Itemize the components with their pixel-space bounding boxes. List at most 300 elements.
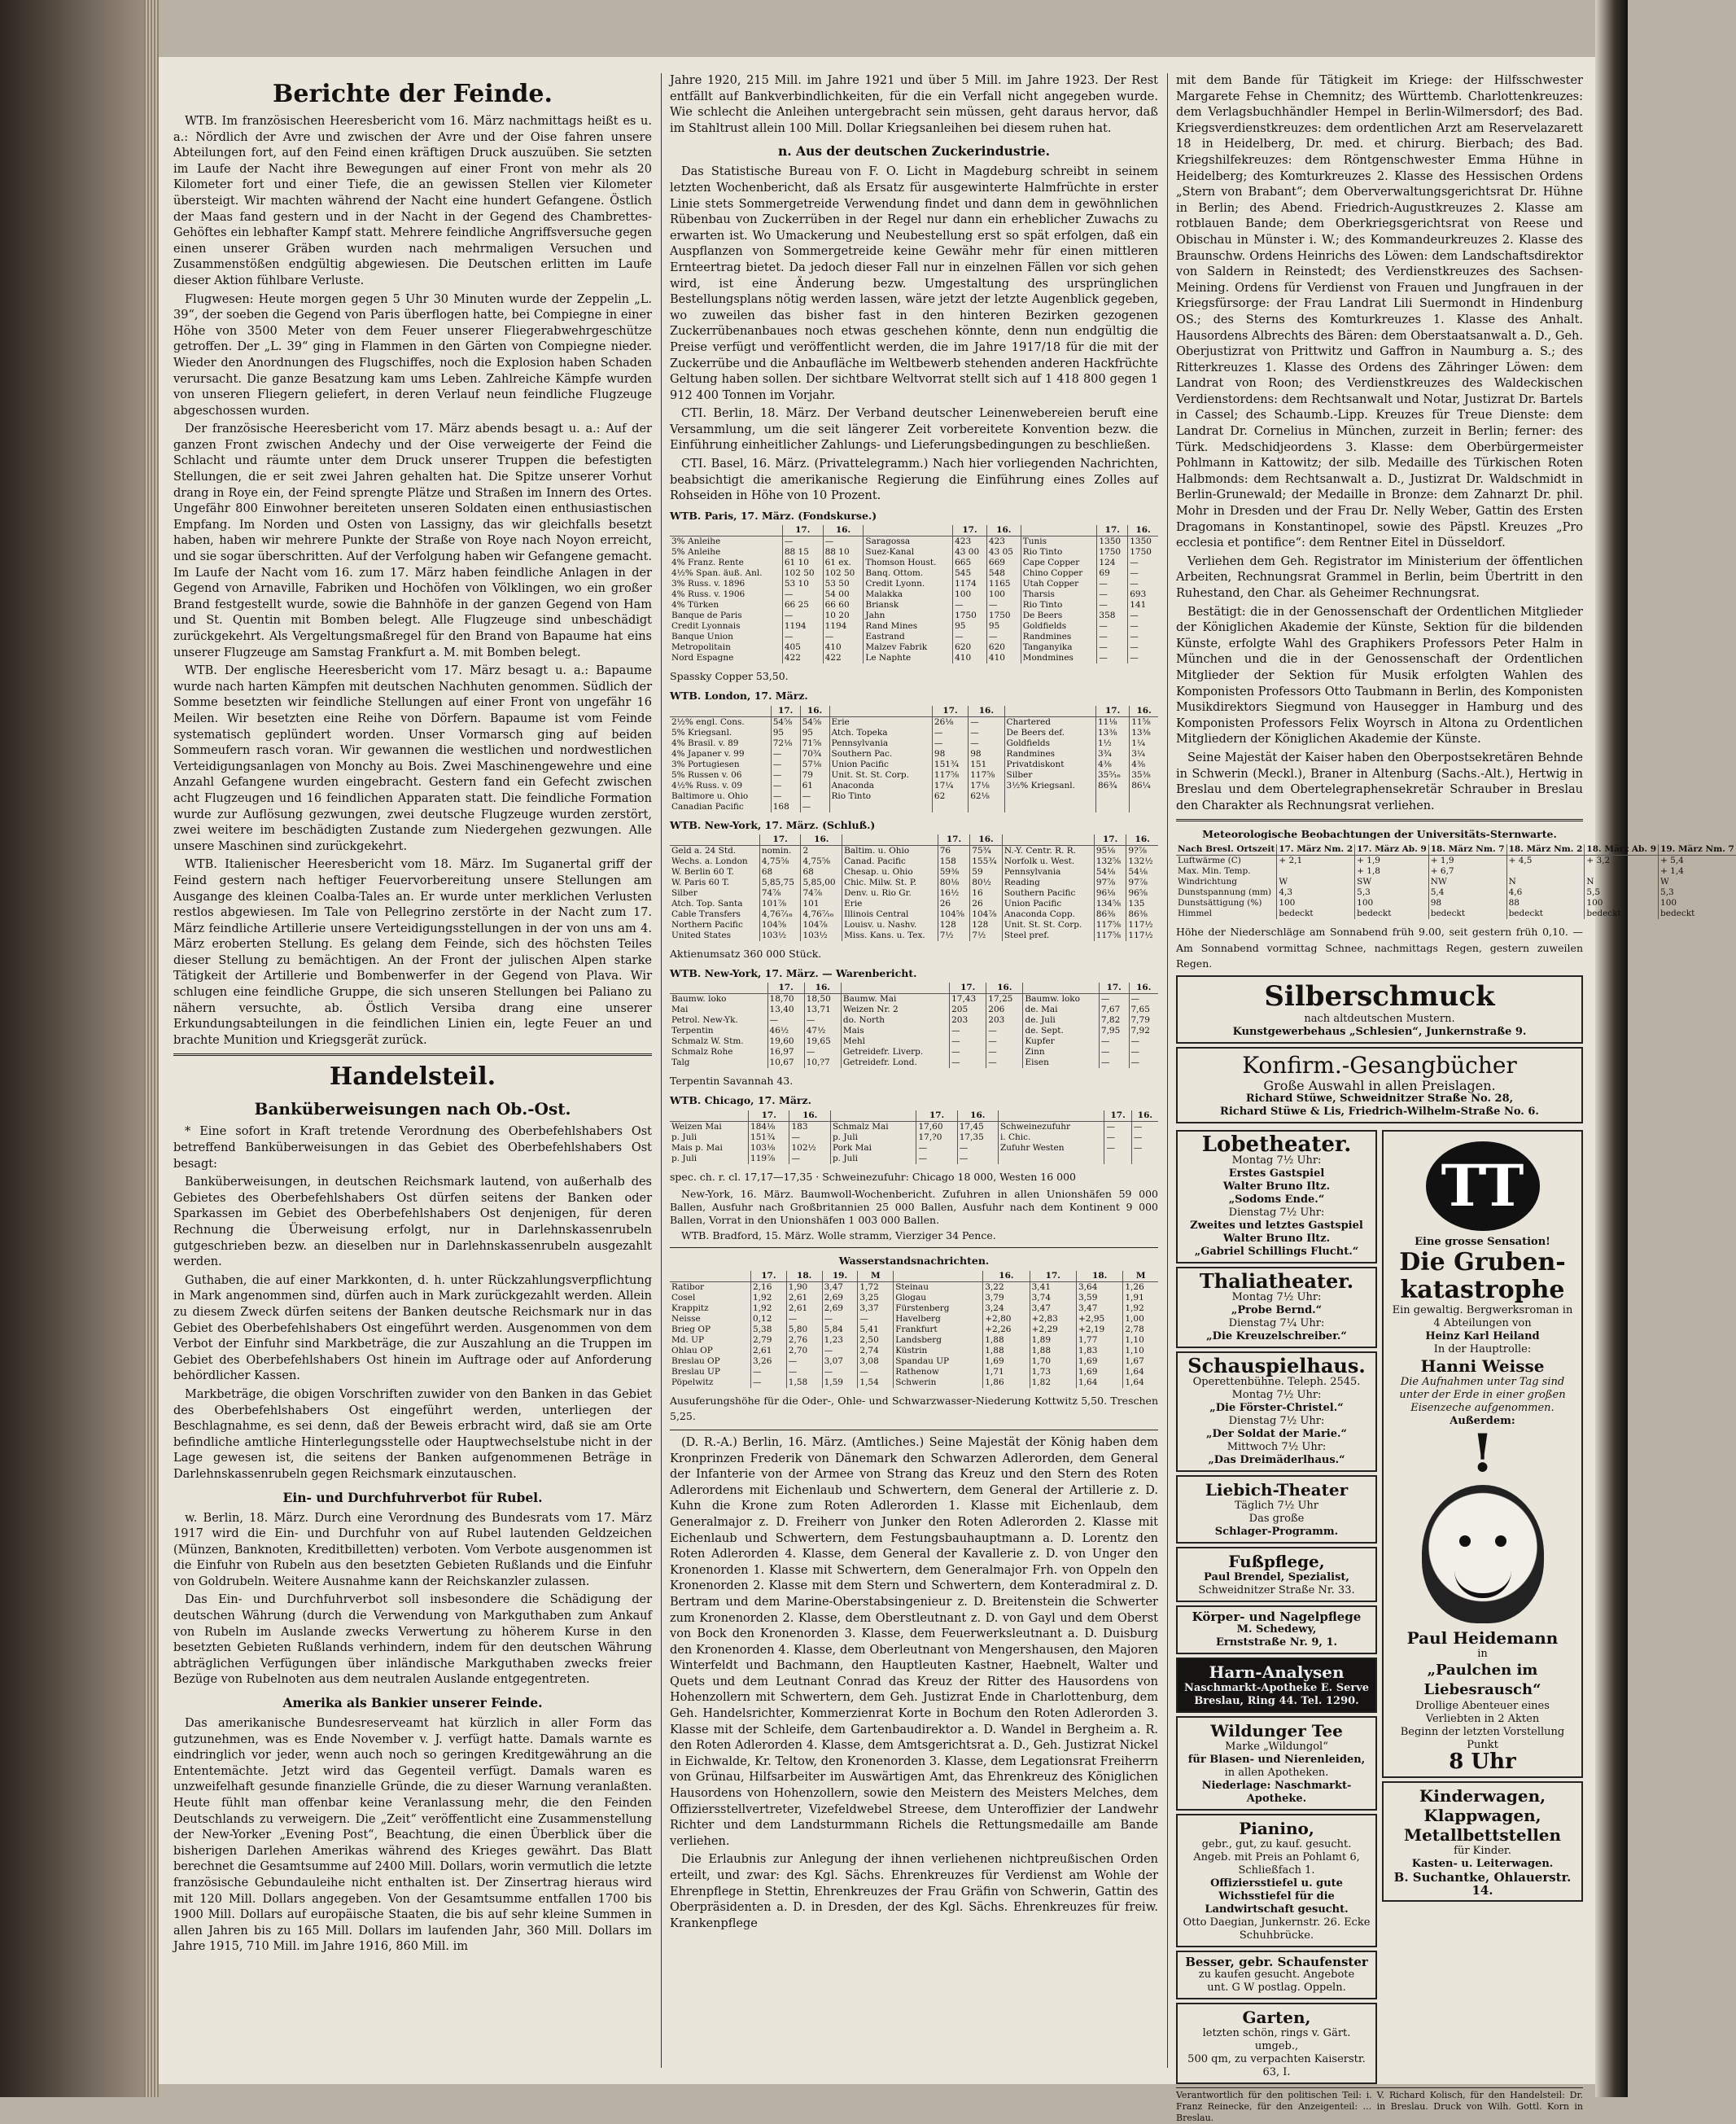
table-cell: — (1128, 611, 1158, 621)
table-cell: — (822, 1314, 858, 1325)
ad-title: Konfirm.-Gesangbücher (1242, 1051, 1517, 1079)
ad-line: In der Hauptrolle: (1433, 1342, 1532, 1355)
table-header-cell: 16. (804, 983, 841, 994)
table-cell: Silber (1004, 770, 1096, 781)
table-cell: Rio Tinto (829, 791, 932, 802)
table-cell: 1,64 (1123, 1367, 1158, 1377)
table-cell: bedeckt (1428, 909, 1506, 919)
table-cell: Banque de Paris (671, 611, 742, 621)
table-cell: 4% Japaner v. 99 (671, 748, 745, 759)
table-cell: — (950, 1026, 986, 1036)
table-cell: 4,6 (1506, 887, 1585, 898)
ad-line: Ein gewaltig. Bergwerksroman in 4 Abteilungen von (1392, 1303, 1573, 1329)
table-cell: Spandau UP (894, 1356, 983, 1367)
article-paragraph: Flugwesen: Heute morgen gegen 5 Uhr 30 Minuten wurde der Zeppelin „L. 39“, der soeben die Gegend von Paris überflogen hatte, bei Compiegne in einer Höhe von 3500 Meter von dem Feuer unserer Fliegerabwehrgeschütze getroffen. Der „L. 39“ ging in Flammen in den Gärten von Compiegne nieder. Wieder den Anordnungen des Flugschiffes, noch die Explosion haben Schaden verursacht. Die ganze Besatzung kam ums Leben. Zahlreiche Kämpfe wurden von unseren Fliegern geliefert, in deren Verlauf neun feindliche Flugzeuge abgeschossen wurden. (173, 292, 652, 418)
book-spine (0, 0, 159, 2097)
table-cell (1277, 866, 1355, 877)
table-cell: — (786, 1356, 822, 1367)
table-cell: 104⅝ (938, 909, 970, 920)
table-caption: WTB. Chicago, 17. März. (670, 1094, 811, 1106)
table-row (670, 1036, 1158, 1047)
table-cell: 124 (1097, 558, 1128, 568)
table-cell: 3½% Kriegsanl. (1004, 781, 1096, 791)
table-cell: N (1506, 877, 1585, 887)
table-cell: Tunis (1021, 536, 1097, 548)
ad-line: „Probe Bernd.“ (1231, 1303, 1323, 1316)
table-cell: Atch. Top. Santa (671, 899, 743, 909)
tt-logo: TT (1426, 1141, 1540, 1231)
table-cell: 2,76 (786, 1335, 822, 1346)
table-cell: 1,69 (1077, 1356, 1123, 1367)
table-row (670, 899, 1158, 909)
table-header-cell: 16. (1130, 706, 1158, 717)
table-cell: 410 (986, 653, 1021, 663)
table-row (670, 621, 1158, 632)
table-cell: 100 (953, 589, 987, 600)
ad-lobetheater (1176, 1130, 1377, 1263)
ad-line: unt. G W postlag. Oppeln. (1207, 1981, 1346, 1994)
table-cell: — (1104, 1143, 1131, 1154)
table-cell: Norfolk u. West. (1002, 856, 1094, 867)
table-cell: 97⅞ (1094, 878, 1126, 888)
table-cell: 3,08 (858, 1356, 894, 1367)
table-cell: Rand Mines (864, 621, 953, 632)
table-cell: Pennsylvania (1002, 867, 1094, 878)
table-header-cell: 17. (1096, 706, 1130, 717)
table-cell: — (786, 1314, 822, 1325)
smiling-face-illustration (1422, 1485, 1544, 1623)
table-cell: 117⅝ (969, 770, 1004, 781)
ad-line: „Die Förster-Christel.“ (1209, 1401, 1344, 1414)
table-cell: 62⅛ (969, 791, 1004, 802)
ad-line: B. Suchantke, Ohlauerstr. 14. (1393, 1869, 1572, 1898)
table-row (1176, 898, 1736, 909)
table-cell: 545 (953, 568, 987, 579)
ad-line: zu kaufen gesucht. Angebote (1198, 1968, 1355, 1981)
table-cell: 74⅞ (801, 888, 842, 899)
table-header-cell: 16. (986, 983, 1023, 994)
table-cell: Mais p. Mai (671, 1142, 723, 1153)
ad-line: „Paulchen im Liebesrausch“ (1423, 1661, 1541, 1698)
table-cell: 4% Brasil. v. 89 (671, 738, 739, 748)
table-cell: 206 (986, 1005, 1023, 1015)
article-heading: Ein- und Durchfuhrverbot für Rubel. (282, 1489, 543, 1505)
eye (1495, 1535, 1506, 1547)
table-cell: — (1128, 568, 1158, 579)
table-cell: — (1131, 1121, 1158, 1132)
table-cell: Ohlau OP (671, 1345, 713, 1355)
table-cell: 3,47 (1030, 1303, 1076, 1314)
table-cell: 17,45 (957, 1121, 998, 1132)
exclamation-mark: ! (1471, 1422, 1494, 1484)
table-cell: — (950, 1036, 986, 1047)
table-cell: 1,64 (1123, 1377, 1158, 1388)
ad-schaufenster (1176, 1951, 1377, 1999)
table-cell: Mais (841, 1026, 949, 1036)
table-cell: Pennsylvania (829, 738, 932, 749)
weather-table (1176, 844, 1736, 919)
ad-line: Breslau, Ring 44. Tel. 1290. (1194, 1694, 1359, 1707)
table-cell: — (969, 728, 1004, 738)
table-cell: 86⅜ (1094, 909, 1126, 920)
table-cell: +2,29 (1030, 1325, 1076, 1335)
table-cell: 35⁵⁄₁₆ (1096, 770, 1130, 781)
table-cell: 117⅝ (932, 770, 968, 781)
table-cell: 101⅞ (759, 899, 801, 909)
section-title: Berichte der Feinde. (273, 80, 553, 108)
table-cell: nomin. (759, 846, 801, 857)
table-header-cell: 18. März Nm. 2 (1506, 844, 1585, 856)
table-cell: 3,22 (983, 1281, 1030, 1293)
table-cell: — (1097, 589, 1128, 600)
table-header-row (670, 834, 1158, 846)
table-cell: Mehl (841, 1036, 949, 1047)
table-row (670, 749, 1158, 760)
table-header-cell: 17. (782, 525, 823, 536)
ad-line: Schlager-Programm. (1214, 1525, 1339, 1538)
table-cell: 1174 (953, 579, 987, 589)
table-cell: 59 (970, 867, 1003, 878)
table-cell: Eisen (1023, 1058, 1099, 1068)
ad-line: Beginn der letzten Vorstellung Punkt (1400, 1725, 1565, 1751)
water-level-table (670, 1271, 1158, 1388)
article-paragraph: Das Statistische Bureau von F. O. Licht in Magdeburg schreibt in seinem letzten Wochenbericht, daß als Ersatz für ausgewinterte Halmfrüchte in erster Linie stets Sommergetreide Verwendung findet und dann dem in gewöhnlichen Rübenbau von Zuckerrüben in der Regel nur dann ein erheblicher Zuwachs zu erwarten ist. Wo Umackerung und Neubestellung erst so spät erfolgen, daß ein Auspflanzen von Sommergetreide keine Gewähr mehr für einen mittleren Ernteertrag bietet. Da jedoch dieser Fall nur in einzelnen Fällen vor sich gehen wird, ist eine Änderung bezw. Umgestaltung des ursprünglichen Bestellungsplans nötig werden lassen, wäre jetzt der letzte Augenblick gegeben, wo zuweilen das bisher fast in den hinteren Bezirken gezogenen Zuckerrübenanbaues noch etwas geschehen könnte, denn nun endgültig die Preise verfügt und veröffentlicht werden, die im Jahre 1917/18 für die mit der Zuckerrübe und die Anbaufläche im Weltbewerb stehenden anderen Hackfrüchte Geltung haben sollen. Der sichtbare Weltvorrat stellt sich auf 1 418 800 gegen 1 912 400 Tonnen im Vorjahr. (670, 165, 1158, 402)
table-cell: Dunstsättigung (%) (1178, 897, 1262, 908)
table-cell: Southern Pacific (1002, 888, 1094, 899)
ads-right (1382, 1127, 1583, 2087)
table-cell: Krappitz (671, 1303, 709, 1313)
table-cell: De Beers def. (1004, 728, 1096, 738)
table-cell (1130, 791, 1158, 802)
table-cell: 98 (1428, 898, 1506, 909)
table-cell: — (782, 589, 823, 600)
table-caption: WTB. New-York, 17. März. — Warenbericht. (670, 966, 917, 979)
eye (1459, 1535, 1471, 1547)
table-cell: 19,65 (804, 1036, 841, 1047)
column-middle (670, 73, 1158, 2068)
table-cell: 128 (938, 920, 970, 931)
table-cell: 3¼ (1130, 749, 1158, 760)
table-cell: 13,40 (767, 1005, 804, 1015)
table-cell: 2,69 (822, 1303, 858, 1314)
table-cell: 72⅛ (771, 738, 800, 749)
table-cell: — (782, 632, 823, 642)
table-cell: Privatdiskont (1004, 760, 1096, 770)
table-cell: 1,00 (1123, 1314, 1158, 1325)
table-cell: 57⅛ (800, 760, 829, 770)
table-cell: Neisse (671, 1313, 701, 1324)
table-cell: 1194 (823, 621, 864, 632)
table-cell: + 3,2 (1585, 855, 1659, 866)
table-cell: — (1128, 632, 1158, 642)
newyork-exchange-table (670, 834, 1158, 941)
table-cell: Pork Mai (830, 1143, 916, 1154)
ad-line: Schweidnitzer Straße Nr. 33. (1198, 1583, 1355, 1596)
table-row (670, 1356, 1158, 1367)
table-cell: 97⅞ (1126, 878, 1158, 888)
table-cell: 4⅜ (1096, 760, 1130, 770)
ad-title: Fußpflege, (1228, 1551, 1325, 1571)
table-cell: Breslau UP (671, 1366, 720, 1377)
column-rule (1167, 73, 1168, 2068)
table-cell: 68 (801, 867, 842, 878)
table-cell: 117½ (1126, 931, 1158, 941)
ad-line: Außerdem: (1450, 1414, 1515, 1427)
table-cell: 1,88 (983, 1335, 1030, 1346)
table-cell (998, 1154, 1104, 1164)
table-cell: 117⅝ (1094, 931, 1126, 941)
table-cell: Suez-Kanal (864, 547, 953, 558)
table-header-cell: 17. (916, 1110, 957, 1122)
table-cell: Goldfields (1021, 621, 1097, 632)
table-cell: 1,86 (983, 1377, 1030, 1388)
table-cell: 3,47 (822, 1281, 858, 1293)
table-cell: 151¾ (749, 1132, 789, 1143)
table-note: Spassky Copper 53,50. (670, 670, 789, 683)
table-cell: 4% Türken (671, 600, 719, 611)
table-cell: + 6,7 (1428, 866, 1506, 877)
ad-line: Kinderwagen, (1419, 1785, 1546, 1806)
table-cell: 410 (953, 653, 987, 663)
table-row (670, 791, 1158, 802)
table-cell: 620 (953, 642, 987, 653)
table-cell: — (1131, 1143, 1158, 1154)
table-cell: 95 (986, 621, 1021, 632)
table-cell: — (1104, 1132, 1131, 1143)
table-cell: 3,79 (983, 1293, 1030, 1303)
table-cell: — (771, 781, 800, 791)
table-cell: Silber (671, 888, 697, 899)
table-cell: — (858, 1314, 894, 1325)
table-cell: 95⅛ (1094, 846, 1126, 857)
table-cell: 95 (800, 728, 829, 738)
table-cell: — (916, 1154, 957, 1164)
table-cell: Zinn (1023, 1047, 1099, 1058)
table-header-cell (894, 1271, 983, 1282)
table-header-cell: 17. (950, 983, 986, 994)
ad-line: Metallbettstellen (1403, 1824, 1562, 1845)
table-cell: 70¾ (800, 749, 829, 760)
table-cell: 405 (782, 642, 823, 653)
table-cell: Eastrand (864, 632, 953, 642)
table-row (670, 846, 1158, 857)
table-cell: 423 (986, 536, 1021, 548)
table-header-row (670, 525, 1158, 536)
table-cell: 59⅜ (938, 867, 970, 878)
table-cell: 102 50 (823, 568, 864, 579)
table-cell: 135 (1126, 899, 1158, 909)
table-cell: 17¼ (932, 781, 968, 791)
table-cell: 95 (771, 728, 800, 738)
table-cell: 2,61 (751, 1346, 787, 1356)
table-row (1176, 909, 1736, 919)
ad-line: Paul Brendel, Spezialist, (1204, 1570, 1349, 1583)
table-header-cell: 17. (751, 1271, 787, 1282)
table-cell: 86⅜ (1126, 909, 1158, 920)
ad-line: nach altdeutschen Mustern. (1304, 1012, 1455, 1025)
mouth (1454, 1570, 1511, 1598)
ad-title: Lobetheater. (1201, 1132, 1352, 1157)
table-row (1176, 866, 1736, 877)
table-cell: — (858, 1367, 894, 1377)
table-cell: 79 (800, 770, 829, 781)
ad-line: Kunstgewerbehaus „Schlesien“, Junkernstraße 9. (1232, 1025, 1527, 1038)
table-cell: — (1097, 621, 1128, 632)
table-row (670, 1121, 1158, 1132)
table-cell: Metropolitain (671, 642, 731, 653)
table-cell (1130, 802, 1158, 812)
table-cell: 66 60 (823, 600, 864, 611)
table-cell: — (789, 1154, 830, 1164)
table-cell: 98 (932, 749, 968, 760)
table-cell: 134⅝ (1094, 899, 1126, 909)
ad-line: für Kinder. (1454, 1844, 1511, 1857)
table-cell: Schwerin (894, 1377, 983, 1388)
table-cell: Illinois Central (842, 909, 938, 920)
table-cell: 117⅝ (1094, 920, 1126, 931)
table-cell: 11⅛ (1096, 716, 1130, 728)
ad-garten (1176, 2003, 1377, 2084)
table-cell: 1,64 (1077, 1377, 1123, 1388)
table-cell: Schmalz Mai (830, 1121, 916, 1132)
table-cell: 69 (1097, 568, 1128, 579)
column-left (173, 73, 652, 2068)
table-cell: 95 (953, 621, 987, 632)
table-note: Aktienumsatz 360 000 Stück. (670, 948, 822, 961)
table-cell: 1350 (1128, 536, 1158, 548)
table-cell: 2 (801, 846, 842, 857)
table-cell: 5,80 (786, 1325, 822, 1335)
table-row (670, 1367, 1158, 1377)
table-row (670, 600, 1158, 611)
table-cell: — (1104, 1121, 1131, 1132)
table-cell: — (1128, 621, 1158, 632)
table-row (670, 728, 1158, 738)
chicago-table (670, 1110, 1158, 1164)
table-cell: Union Pacific (1002, 899, 1094, 909)
table-cell: 132⅝ (1094, 856, 1126, 867)
ad-tt-kino (1382, 1130, 1583, 1778)
table-cell: — (782, 536, 823, 548)
table-row (670, 888, 1158, 899)
table-cell: 2,79 (751, 1335, 787, 1346)
ad-line: Kasten- u. Leiterwagen. (1411, 1857, 1554, 1870)
ad-pianino (1176, 1814, 1377, 1947)
table-cell: 103½ (801, 931, 842, 941)
table-cell: 100 (1277, 898, 1355, 909)
table-cell: 1,67 (1123, 1356, 1158, 1367)
table-cell: — (822, 1367, 858, 1377)
ads-row (1176, 1127, 1583, 2087)
table-header-cell: 16. (983, 1271, 1030, 1282)
article-paragraph: Der französische Heeresbericht vom 17. März abends besagt u. a.: Auf der ganzen Front zwischen Andechy und der Oise verweigerte der Feind die Schlacht und räumte unter dem Druck unserer Truppen die befestigten Stellungen, die er seit zwei Jahren gehalten hat. Die Spitze unserer Vorhut drang in Roye ein, der Feind sprengte Plätze und Straßen im Innern des Ortes. Ungefähr 800 Einwohner bereiteten unseren Soldaten einen enthusiastischen Empfang. Im Norden und Osten von Lassigny, das wir gleichfalls besetzt haben, haben wir mehrere Punkte der Straße von Roye nach Noyon erreicht, und sie sogar überschritten. Auf der Verfolgung haben wir Gefangene gemacht. Im Laufe der Nacht vom 16. zum 17. März haben feindliche Anlagen in der Gegend von Arnaville, Fabriken und Hochöfen von Völklingen, wo ein großer Brand festgestellt wurde, sowie die Bahnhöfe in der ganzen Gegend von Ham und St. Quentin mit Bomben belegt. Alle Flugzeuge sind unbeschädigt zurückgekehrt. Als Vergeltungsmaßregel für den Brand von Bapaume hat eins unserer Flugzeuge am Samstag Frankfurt a. M. mit Bomben belegt. (173, 423, 652, 659)
table-cell: 132½ (1126, 856, 1158, 867)
table-header-cell: 16. (1128, 525, 1158, 536)
table-row (670, 802, 1158, 812)
table-cell: Unit. St. St. Corp. (829, 770, 932, 781)
table-cell: 1,23 (822, 1335, 858, 1346)
table-cell: 3,64 (1077, 1281, 1123, 1293)
table-row (670, 781, 1158, 791)
table-header-cell: 18. März Ab. 9 (1585, 844, 1659, 856)
table-cell: 3,41 (1030, 1281, 1076, 1293)
table-row (670, 1132, 1158, 1143)
table-cell: 3% Portugiesen (671, 759, 740, 769)
table-cell: Steinau (894, 1281, 983, 1293)
table-cell: W (1277, 877, 1355, 887)
table-cell: Credit Lyonn. (864, 579, 953, 589)
table-cell: — (986, 1047, 1023, 1058)
table-cell: — (751, 1367, 787, 1377)
table-cell: 1,72 (858, 1281, 894, 1293)
ad-thaliatheater (1176, 1267, 1377, 1348)
table-cell: 141 (1128, 600, 1158, 611)
table-cell: 1750 (1128, 547, 1158, 558)
table-cell: Küstrin (894, 1346, 983, 1356)
ad-line: Ernststraße Nr. 9, 1. (1215, 1636, 1338, 1649)
table-cell: — (804, 1015, 841, 1026)
table-header-cell: 16. (789, 1110, 830, 1122)
table-row (670, 716, 1158, 728)
table-cell: +2,95 (1077, 1314, 1123, 1325)
table-cell: — (986, 1026, 1023, 1036)
table-header-cell (830, 1110, 916, 1122)
ad-line: Klappwagen, (1423, 1805, 1541, 1825)
table-cell: Windrichtung (1178, 876, 1237, 887)
table-cell: 4,3 (1277, 887, 1355, 898)
table-cell: 4,76⁷⁄₁₆ (801, 909, 842, 920)
ad-line: in (1477, 1647, 1488, 1660)
table-cell: Steel pref. (1002, 931, 1094, 941)
table-cell: 1,92 (751, 1293, 787, 1303)
table-cell: 1,90 (786, 1281, 822, 1293)
table-row (670, 1303, 1158, 1314)
ad-fusspflege (1176, 1547, 1377, 1602)
table-cell: — (1128, 642, 1158, 653)
table-cell: 2,69 (822, 1293, 858, 1303)
table-cell: Baltim. u. Ohio (842, 846, 938, 857)
ad-line: in allen Apotheken. (1224, 1766, 1329, 1779)
ad-line: Eine grosse Sensation! (1415, 1235, 1550, 1248)
table-cell: 151 (969, 760, 1004, 770)
ad-title: Harn-Analysen (1209, 1662, 1345, 1682)
table-cell: 53 50 (823, 579, 864, 589)
table-cell: 10,?7 (804, 1058, 841, 1068)
table-cell (932, 802, 968, 812)
table-header-row (670, 1110, 1158, 1122)
table-cell: — (1128, 579, 1158, 589)
table-cell: Max. Min. Temp. (1178, 865, 1251, 876)
ad-line: Das große (1248, 1512, 1305, 1525)
ad-konfirmation (1176, 1047, 1583, 1123)
table-cell: 203 (950, 1015, 986, 1026)
table-cell: 1,77 (1077, 1335, 1123, 1346)
table-cell: i. Chic. (998, 1132, 1104, 1143)
table-cell: 5,41 (858, 1325, 894, 1335)
table-cell: 1750 (1097, 547, 1128, 558)
table-header-cell (829, 706, 932, 717)
table-cell: Malakka (864, 589, 953, 600)
table-cell: Rio Tinto (1021, 547, 1097, 558)
table-row (670, 579, 1158, 589)
table-row (670, 1325, 1158, 1335)
ad-line: Operettenbühne. Teleph. 2545. (1192, 1375, 1361, 1388)
table-cell: 10,67 (767, 1058, 804, 1068)
table-cell: 98 (969, 749, 1004, 760)
article-paragraph: CTI. Basel, 16. März. (Privattelegramm.) Nach hier vorliegenden Nachrichten, beabsichtigt die amerikanische Regierung die Einführung eines Zolles auf Rohseiden in Höhe von 10 Prozent. (670, 458, 1158, 503)
table-cell: — (1097, 632, 1128, 642)
table-cell: SW (1355, 877, 1429, 887)
